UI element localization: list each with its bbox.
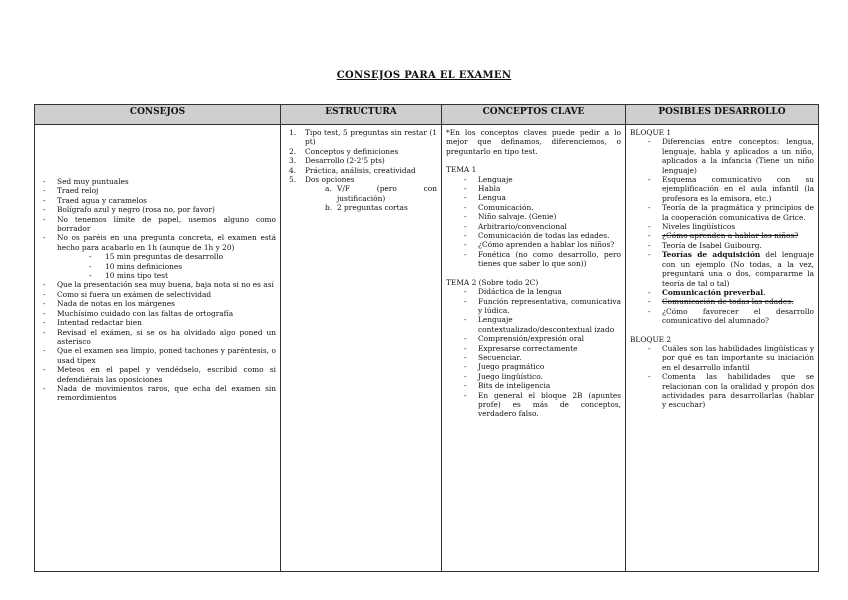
list-number: 2. — [289, 146, 297, 156]
list-item: - Intentad redactar bien — [39, 318, 276, 327]
list-item: - Fonética (no como desarrollo, pero tienes que saber lo que son)) — [446, 250, 621, 269]
list-number: 4. — [289, 165, 297, 175]
list-item: - ¿Cómo aprenden a hablar los niños? — [446, 240, 621, 249]
list-item: - 10 mins definiciones — [57, 262, 276, 271]
list-item-text: Dos opciones — [305, 175, 355, 185]
time-sublist — [57, 252, 276, 280]
list-item: - Habla — [446, 184, 621, 193]
list-item — [285, 147, 437, 156]
list-number: 5. — [289, 175, 297, 185]
list-item — [285, 128, 437, 147]
list-item: - Expresarse correctamente — [446, 344, 621, 353]
header-conceptos-clave: CONCEPTOS CLAVE — [442, 105, 626, 125]
list-number: 1. — [289, 128, 297, 137]
conceptos-cell — [442, 125, 626, 572]
list-item: - Lenguaje contextualizado/descontextual izado — [446, 315, 621, 334]
list-number: 3. — [289, 156, 297, 166]
list-item: - Teoría de Isabel Guibourg. — [630, 241, 814, 250]
list-item: - Juego pragmático — [446, 362, 621, 371]
bloque2-list — [630, 344, 814, 410]
consejos-list-2 — [39, 280, 276, 402]
list-item: - Revisad el exámen, si se os ha olvidado algo poned un asterisco — [39, 328, 276, 347]
table-body-row — [35, 125, 819, 572]
list-item: - Meteos en el papel y vendédselo, escribid como si defendiérais las oposiciones — [39, 365, 276, 384]
list-item-text: V/F (pero con justificación) — [337, 184, 437, 203]
list-item — [285, 184, 437, 203]
header-consejos: CONSEJOS — [35, 105, 281, 125]
list-item — [285, 203, 437, 212]
exam-tips-table — [34, 104, 819, 572]
desarrollo-cell — [626, 125, 819, 572]
bloque1-title: BLOQUE 1 — [630, 128, 672, 137]
list-item: - En general el bloque 2B (apuntes profe) es más de conceptos, verdadero falso. — [446, 391, 621, 419]
list-item: - Cuáles son las habilidades lingüísticas y por qué es tan importante su iniciación en el desarrollo infantil — [630, 344, 814, 372]
list-item: - Niveles lingüísticos — [630, 222, 814, 231]
bloque1-list — [630, 137, 814, 325]
list-item: - Comunicación de todas las edades. — [446, 231, 621, 240]
list-item: - Comprensión/expresión oral — [446, 334, 621, 343]
list-item: - Didáctica de la lengua — [446, 287, 621, 296]
list-item: - Teoría de la pragmática y principios de la cooperación comunicativa de Grice. — [630, 203, 814, 222]
list-item: - Que la presentación sea muy buena, baja nota si no es así — [39, 280, 276, 289]
list-item: - 15 min preguntas de desarrollo — [57, 252, 276, 261]
header-posibles-desarrollo: POSIBLES DESARROLLO — [626, 105, 819, 125]
list-item: - Sed muy puntuales — [39, 177, 276, 186]
tema2-title: TEMA 2 (Sobre todo 2C) — [446, 277, 539, 287]
list-item — [630, 288, 814, 297]
tema1-list — [446, 175, 621, 269]
conceptos-intro: *En los conceptos claves puede pedir a lo mejor que definamos, diferenciemos, o preguntarlo en tipo test. — [446, 128, 621, 156]
list-item: - Niño salvaje. (Genie) — [446, 212, 621, 221]
preverbal-bold-text: Comunicación preverbal — [662, 287, 764, 297]
list-item: - Traed agua y caramelos — [39, 196, 276, 205]
list-item: - Traed reloj — [39, 186, 276, 195]
list-item: - Esquema comunicativo con su ejemplificación en el aula infantil (la profesora es la emisora, etc.) — [630, 175, 814, 203]
list-item-text: Tipo test, 5 preguntas sin restar (1 pt) — [305, 128, 437, 147]
list-item-text: No os paréis en una pregunta concreta, el examen está hecho para acabarlo en 1h (aunque de 1h y 20) — [57, 233, 276, 252]
list-item — [630, 250, 814, 288]
list-item — [39, 233, 276, 280]
table-header-row — [35, 105, 819, 125]
list-item: - Lengua — [446, 193, 621, 202]
header-estructura: ESTRUCTURA — [281, 105, 442, 125]
list-item — [285, 175, 437, 184]
consejos-cell — [35, 125, 281, 572]
list-item: - Muchísimo cuidado con las faltas de ortografía — [39, 309, 276, 318]
list-item: - Comenta las habilidades que se relacionan con la oralidad y propón dos actividades para desarrollarlas (hablar y escuchar) — [630, 372, 814, 410]
list-letter: b. — [325, 203, 333, 213]
list-item: - Nada de movimientos raros, que echa del examen sin remordimientos — [39, 384, 276, 403]
estructura-cell — [281, 125, 442, 572]
list-item: - Juego lingüístico. — [446, 372, 621, 381]
list-item: - 10 mins tipo test — [57, 271, 276, 280]
list-item: - Diferencias entre conceptos: lengua, lenguaje, habla y aplicados a un niño, aplicados a la infancia (Tiene un niño lenguaje) — [630, 137, 814, 175]
list-item-text: Práctica, análisis, creatividad — [305, 165, 416, 175]
list-item: - Comunicación. — [446, 203, 621, 212]
list-item: - Función representativa, comunicativa y lúdica. — [446, 297, 621, 316]
estructura-options-list — [285, 184, 437, 212]
list-item: - Bits de inteligencia — [446, 381, 621, 390]
teorias-rest-text: del lenguaje con un ejemplo (No todas, a la vez, preguntará una o dos, compararme la teoría de tal o tal) — [662, 250, 814, 288]
teorias-bold-text: Teorías de adquisición — [662, 250, 761, 260]
list-item: - Arbitrario/convencional — [446, 222, 621, 231]
list-item: - Como si fuera un exámen de selectividad — [39, 290, 276, 299]
list-item-struck: - ¿Cómo aprenden a hablar los niños? — [630, 231, 814, 240]
list-letter: a. — [325, 184, 332, 194]
list-item-text: Conceptos y definiciones — [305, 146, 399, 156]
list-item-text: 2 preguntas cortas — [337, 203, 408, 213]
tema1-title: TEMA 1 — [446, 165, 477, 175]
tema2-list — [446, 287, 621, 419]
consejos-list — [39, 177, 276, 280]
list-item: - Bolígrafo azul y negro (rosa no, por favor) — [39, 205, 276, 214]
list-item: - No tenemos límite de papel, usemos alguno como borrador — [39, 215, 276, 234]
estructura-list — [285, 128, 437, 184]
list-item — [285, 166, 437, 175]
list-item: - ¿Cómo favorecer el desarrollo comunicativo del alumnado? — [630, 307, 814, 326]
list-item: - Secuenciar. — [446, 353, 621, 362]
list-item: - Que el examen sea limpio, poned tachones y paréntesis, o usad típex — [39, 346, 276, 365]
list-item-text: Desarrollo (2-2'5 pts) — [305, 156, 385, 166]
document-title: CONSEJOS PARA EL EXAMEN — [336, 70, 512, 81]
bloque2-title: BLOQUE 2 — [630, 334, 672, 344]
list-item — [285, 156, 437, 165]
list-item-struck: - Comunicación de todas las edades. — [630, 297, 814, 306]
list-item: - Nada de notas en los márgenes — [39, 299, 276, 308]
preverbal-dot: . — [763, 287, 766, 297]
list-item: - Lenguaje — [446, 175, 621, 184]
